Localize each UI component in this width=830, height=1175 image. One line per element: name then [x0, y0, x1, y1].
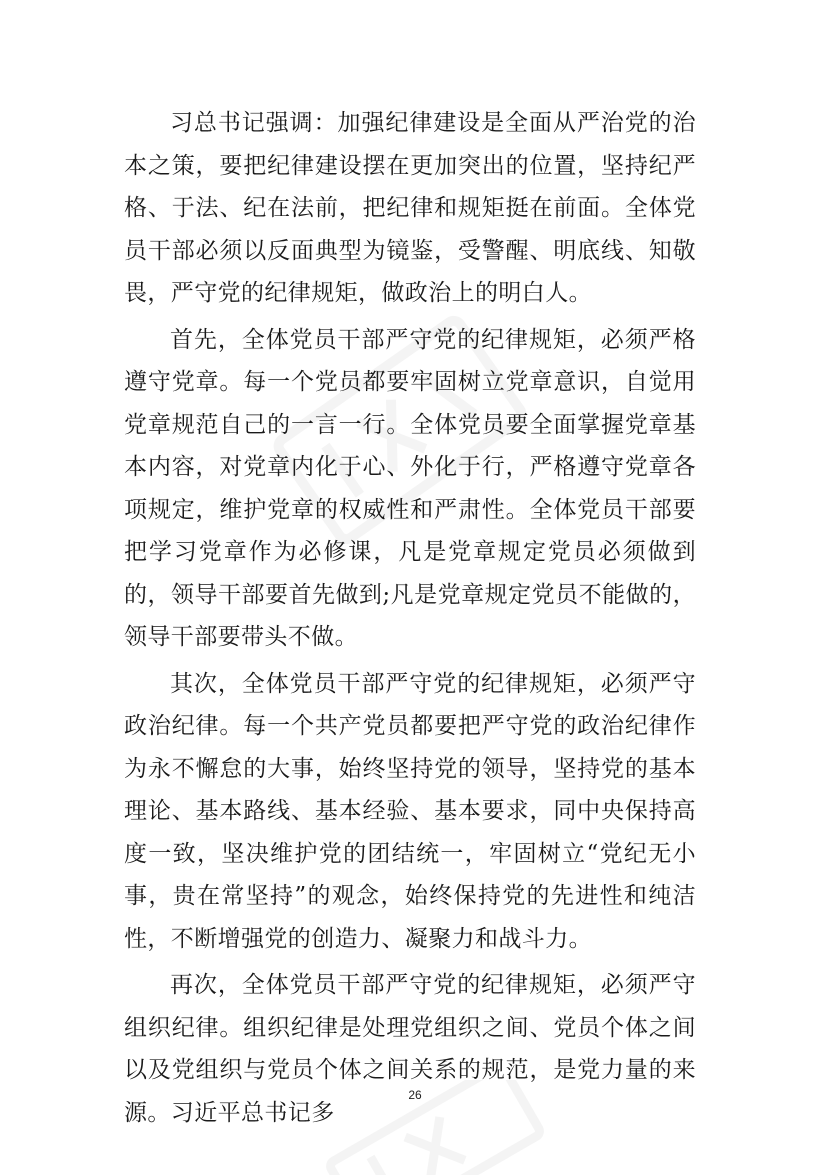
paragraph-4: 再次，全体党员干部严守党的纪律规矩，必须严守组织纪律。组织纪律是处理党组织之间、党员个体之间以及党组织与党员个体之间关系的规范，是党力量的来源。习近平总书记多: [124, 972, 696, 1126]
paragraph-3: 其次，全体党员干部严守党的纪律规矩，必须严守政治纪律。每一个共产党员都要把严守党的政治纪律作为永不懈怠的大事，始终坚持党的领导，坚持党的基本理论、基本路线、基本经验、基本要求，同中央保持高度一致，坚决维护党的团结统一，牢固树立“党纪无小事，贵在常坚持”的观念，始终保持党的先进性和纯洁性，不断增强党的创造力、凝聚力和战斗力。: [124, 670, 696, 952]
page-number: 26: [408, 1088, 422, 1102]
paragraph-2: 首先，全体党员干部严守党的纪律规矩，必须严格遵守党章。每一个党员都要牢固树立党章意识，自觉用党章规范自己的一言一行。全体党员要全面掌握党章基本内容，对党章内化于心、外化于行，严格遵守党章各项规定，维护党章的权威性和严肃性。全体党员干部要把学习党章作为必修课，凡是党章规定党员必须做到的，领导干部要首先做到;凡是党章规定党员不能做的，领导干部要带头不做。: [124, 326, 696, 650]
body-text: [124, 102, 696, 1138]
paragraph-1: 习总书记强调：加强纪律建设是全面从严治党的治本之策，要把纪律建设摆在更加突出的位置，坚持纪严格、于法、纪在法前，把纪律和规矩挺在前面。全体党员干部必须以反面典型为镜鉴，受警醒、明底线、知敬畏，严守党的纪律规矩，做政治上的明白人。: [124, 110, 696, 306]
